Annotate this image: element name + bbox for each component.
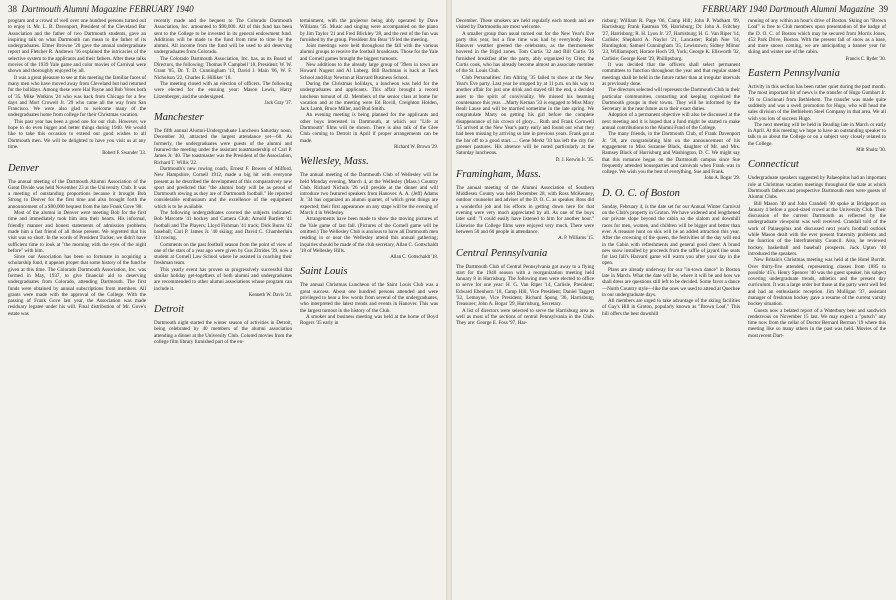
section-heading-detroit: Detroit bbox=[154, 304, 184, 316]
paragraph: The annual meeting of the Dartmouth Club of Wellesley will be held Monday evening, March 4, at the Wellesley (Mass.) Country Club. Richard Nichols '26 will preside at the dinner and will introduce two featured speakers from Hanover. A. A. (Jeff) Adams Jr. '34 has organized an alumni quartet, of which great things are expected; their first appearance on any stage will be the evening of March 4 in Wellesley. bbox=[300, 172, 438, 217]
paragraph: The directors selected will represent the Dartmouth Club in their particular communities, contacting and keeping cogenized the Dartmouth groups in their towns. They will be informed by the Secretary in the near future as to their exact duties. bbox=[602, 87, 740, 113]
paragraph: A list of directors were selected to serve the Harrisburg area as well as most of the sections of central Pennsylvania in the Club. They are: George E. Foss '97, Har- bbox=[456, 307, 594, 327]
left-column-2 bbox=[154, 18, 292, 345]
paragraph: All members are urged to take advantage of the skiing facilities of Gay's Hill in Groton, popularly known as "Brown Loaf." This hill offers the best downhill bbox=[602, 298, 740, 317]
section-heading-saint-louis: Saint Louis bbox=[300, 266, 348, 278]
section-heading-doc-boston: D. O. C. of Boston bbox=[602, 187, 680, 199]
paragraph: Sunday, February 4, is the date set for our Annual Winter Carnival on the Club's property in Groton. We have widened and lengthened our private slope beyond the cabin so the slalom and downhill races for men, women, and children will be bigger and better than ever. A treasure hunt on skis will be an added attraction this year. After the crowning of the queen, the festivities of the day will end in the Cabin with refreshments and general good cheer. A brand new snow installed by proceeds from the raffle of jayard line seats for last fall's Harvard game will warm you after your day in the open. bbox=[602, 203, 740, 267]
section-heading-wellesley: Wellesley, Mass. bbox=[300, 156, 369, 168]
paragraph: Undergraduate speakers suggested by Palaeopitus had an important role at Christmas vacation meetings throughout the state at which Dartmouth fathers and prospective Dartmouth men were guests of Alumni Clubs. bbox=[748, 175, 886, 201]
left-head-title: Dartmouth Alumni Magazine FEBRUARY 1940 bbox=[21, 4, 194, 14]
paragraph: The annual Christmas Luncheon of the Saint Louis Club was a great success. About one hundred persons attended and were privileged to hear a few words from several of the undergraduates, who interpreted the latest trends and events in Hanover. This was the largest turnout in the history of the Club. bbox=[300, 282, 438, 314]
signature: Francis C. Ryder '30. bbox=[845, 56, 886, 62]
paragraph: December. These smokers are held regularly each month and are visited by Dartmouths are most welcome. bbox=[456, 18, 594, 31]
right-head-title: FEBRUARY 1940 Dartmouth Alumni Magazine bbox=[702, 4, 875, 14]
paragraph: The many friends, in the Dartmouth Club, of Frank Davenport Jr. '38, are congratulating him on the announcement of his engagement to Miss Suzanne Black, daughter of Mr. and Mrs. Ramsey Black of Harrisburg and Washington, D. C. We might say that this romance began on the Dartmouth campus since Sue frequently attended houseparties and carnivals when Frank was in college. We wish you the best of everything, Sue and Frank. bbox=[602, 131, 740, 176]
section-heading-framingham: Framingham, Mass. bbox=[456, 168, 541, 180]
paragraph: running of any within an hour's drive of Boston. Skiing on "Brown Loaf" is free to Club members upon presentation of the badge of the D. O. C. of Boston which may be secured from Morris Jones, 452 Park Drive, Boston. With the present fall of snow as a base, and more snows coming, we are anticipating a banner year for skiing and winter use of the cabin. bbox=[748, 18, 886, 56]
left-column-3 bbox=[300, 18, 438, 326]
paragraph: During the Christmas holidays, a luncheon was held for the undergraduates and applicants. This affair brought a record luncheon turnout of 42. Members of the senior class at home for vacation and at the meeting were Ed Bovill, Creighton Holden, Jack Lamb, Bruce Miller, and Bud Smith. bbox=[300, 80, 438, 113]
paragraph: The fifth annual Alumni-Undergraduate Luncheon Saturday noon, December 30, attracted the largest attendance yet—68. As formerly, the undergraduates were guests of the alumni and featured the meeting under the assistant toastmastership of Carl P. James Jr. '40. The toastmaster was the President of the Association, Richard T. Willis '22. bbox=[154, 128, 292, 166]
right-column-1 bbox=[456, 18, 594, 326]
left-column-1 bbox=[8, 18, 146, 317]
right-page-number: 39 bbox=[879, 4, 888, 14]
signature: Jack Gray '37. bbox=[264, 100, 292, 106]
paragraph: Club Personalities: Jim Allring '35 failed to show at the New Year's Eve party. Last year he stopped by at 11 p.m. on his way to another affair for just one drink and stayed till the end, a decided asset to the spirit of conviviality. We missed his beaming countenance this year. ...Marty Kernan '33 is engaged to Miss Mary Beall Lause and will be married sometime in the late spring. We congratulate Marty on getting his girl before the complete disappearance of his crown of glory.... Ruth and Frank Cornwell '35 arrived at the New Year's party early and found out what they had been missing by arriving so late in previous years. Frank got at the bar off to a good start...... Gene Merkt '33 has left the city for greener pastures. His absence will be noted particularly at the Saturday luncheons. bbox=[456, 74, 594, 157]
signature: Allan C. Gottschaldt '18. bbox=[390, 255, 438, 261]
paragraph: It was decided that the officers shall select permanent committees to function throughout the year and that regular stated meetings shall be held in the future rather than at irregular intervals as previously done. bbox=[602, 62, 740, 87]
paragraph: The annual meeting of the Dartmouth Alumni Association of the Great Divide was held November 23 at the University Club. It was a meeting of outstanding proportions because it brought Bob Strong to Denver for the first time and also brought forth the announcement of a $90,000 bequest from the late Frank Gove '88. bbox=[8, 178, 146, 210]
paragraph: recently made and the bequest to The Colorado Dartmouth Association, Inc. amounted to $90,000. All of this fund has been sent to the College to be invested in its general endowment fund. Additions will be made to the fund from time to time by the alumni. All income from the fund will be used to aid deserving undergraduates from Colorado. bbox=[154, 18, 292, 56]
paragraph: It was a great pleasure to see at this meeting the familiar faces of many men who have moved away from Cleveland but had returned for the holidays. Among these were Hal Payne and Bob Veres both of '35. Mike Watkins '24 who was back from Chicago for a few days and Mort Crowell Jr. '29 who came all the way from San Francisco. We were also glad to welcome many of the undergraduates home from college for their Christmas vacation. bbox=[8, 74, 146, 119]
signature: John A. Bogar '29. bbox=[704, 176, 740, 182]
section-heading-manchester: Manchester bbox=[154, 112, 204, 124]
paragraph: This past year has been a good one for our club. However, we hope to do even bigger and better things during 1940. We would like to take this occasion to extend our good wishes to all Dartmouth men. We will be delighted to have you visit us at any time. bbox=[8, 118, 146, 150]
paragraph: Plans are already underway for our "in-town dance" in Boston late in March. What the date will be, where it will be and how we shall dress are questions still left to be decided. Some favor a dance—North Country style—like the ones we used to attend at Quechee in our undergraduate days. bbox=[602, 266, 740, 298]
paragraph: Dartmouth's new rowing coach, Ernest F. Bowen of Milford, New Hampshire, Cornell 1912, made a big hit with everyone present as he described the development of this comparatively new sport and predicted that "the alumni body will be as proud of Dartmouth rowing as they are of Dartmouth football." He reported considerable enthusiasm and the excellence of the equipment which is to be available. bbox=[154, 165, 292, 210]
right-column-2 bbox=[602, 18, 740, 317]
paragraph: The meeting closed with an election of officers. The following were elected for the ensuing year: Mason Lewis, Harry Litzenberger, and the undersigned. bbox=[154, 80, 292, 100]
left-page-number: 38 bbox=[8, 4, 17, 14]
paragraph: Guests now a belated report of a Waterbury beer and sandwich rendezvous on November 15 last. We may expect a "putsch" any time now from the cellar of Doctor Bernard Berman '19 where this meeting like so many others in the past was held. Movies of the most recent Dart- bbox=[748, 307, 886, 339]
paragraph: The following undergraduates covered the subjects indicated: Bob Marcotte '41 hockey and Camera Club; Arnold Bartlett '41 football and The Players; Lloyd Fishman '41 track; Dick Burns '42 baseball; Carl P. James Jr. '40 skiing; and David C. Chamberlain '43 rowing. bbox=[154, 210, 292, 242]
paragraph: This yearly event has proven so progressively successful that similar holiday get-togethers of both alumni and undergraduates are recommended to other alumni associations whose program can include it. bbox=[154, 266, 292, 292]
section-heading-eastern-pennsylvania: Eastern Pennsylvania bbox=[748, 68, 840, 80]
signature: Kenneth W. Davis '24. bbox=[248, 292, 292, 298]
paragraph: Bill Mason '40 and John Crandell '40 spoke at Bridgeport on January 4 before a good-sized crowd at the University Club. Their discussion of the current Dartmouth as reflected by the undergraduate viewpoint was well received. Crandall told of the work of Palaeopitus and discussed next year's football outlook while Mason dealt with the ever present fraternity problems and the function of the Interfraternity Council. Also, he reviewed hockey, basketball and baseball prospects. Jack Upton '40 introduced the speakers. bbox=[748, 200, 886, 257]
signature: A. P. Williams '15. bbox=[558, 236, 594, 242]
right-page bbox=[452, 0, 896, 600]
section-heading-denver: Denver bbox=[8, 162, 39, 174]
paragraph: The Colorado Dartmouth Association, Inc. has, as its Board of Directors, the following: Thomas P. Campbell '18, President; W. W. Grant '05, Dr. T. D. Cunningham '13, David J. Main '06, W. F. Nicholson '22, Charles E. Hilliker '18. bbox=[154, 55, 292, 81]
paragraph: The next meeting will be held in Reading late in March or early in April. At this meeting we hope to have an outstanding speaker to talk to us about the College or on a subject very closely related to the College. bbox=[748, 121, 886, 147]
paragraph: Joint meetings were held throughout the fall with the various alumni groups to receive the football broadcasts. Those for the Yale and Cornell games brought the biggest turnouts. bbox=[300, 43, 438, 62]
right-running-head bbox=[702, 4, 888, 14]
paragraph: Activity in this section has been rather quiet during the past month. The most important bit of news is the transfer of Hugo Gumbart Jr. '16 to Cincinnati from Bethlehem. The transfer was made quite suddenly and was a swell promotion for Hugo, who will head the sales division of the Bethlehem Steel Company in that area. We all wish you lots of success Hugo. bbox=[748, 84, 886, 122]
paragraph: Most of the alumni in Denver were meeting Bob for the first time and immediately took him into their hearts. His informal, friendly manner and honest statements of admission problems made him a fast friend of all those present. We regretted that his visit was so short. In the words of President Tucker, we didn't have sufficient time to look at "the morning with the eyes of the night before" with him. bbox=[8, 210, 146, 254]
left-page bbox=[0, 0, 446, 600]
signature: Milt Shultz '30. bbox=[856, 148, 886, 154]
paragraph: New additions to the already large group of '39ers in town are Howard Nugent and Al Loberg. Bill Bachman is back at Tuck School and Ray Newton at Harvard Business School. bbox=[300, 62, 438, 81]
signature: Robert F. Swander '33. bbox=[102, 151, 146, 157]
section-heading-central-pennsylvania: Central Pennsylvania bbox=[456, 247, 548, 259]
paragraph: Comments on the past football season from the point of view of one of the stars of a year ago were given by Gus Zitrides '39, now a student at Cornell Law School where he assisted in coaching their freshman team. bbox=[154, 241, 292, 267]
right-column-3 bbox=[748, 18, 886, 339]
paragraph: risburg; William R. Page '06, Camp Hill; John P. Wadham '09, Harrisburg; Frank Eastman '06, Harrisburg; Dr. John A. Fritchey '27, Harrisburg; R. H. Lyon Jr. '27, Harrisburg; H. G. Van Riper '14, Carlisle; Shephard A. Naylor '21, Lancaster; Ralph Noe '14, Huntingdon; Samuel Cunningham '35, Lewistown; Sidney Milnor '23, Williamsport; Horace Hoch '29, York; George K. Ellsworth '32, Carlisle; George Kent '39, Phillipsburg. bbox=[602, 18, 740, 62]
signature: D. J. Kerwin Jr. '35. bbox=[555, 157, 594, 163]
paragraph: Dartmouth night started the winter season of activities in Detroit, being celebrated by 40 members of the alumni association attending a dinner at the University Club. Colored movies from the college film library furnished part of the en- bbox=[154, 320, 292, 346]
paragraph: Since our Association has been so fortunate in acquiring a scholarship fund, it appears proper that some history of the fund be given at this time. The Colorado Dartmouth Association, Inc. was formed in May, 1937, to give financial aid to deserving undergraduates from Colorado, attending Dartmouth. The first funds were obtained by annual subscriptions from members. All grants were made with the approval of the College. With the passing of Frank Gove last year, the Association was made residuary legatee under his will. Final distribution of Mr. Gove's estate was bbox=[8, 254, 146, 317]
paragraph: An evening meeting is being planned for the applicants and other boys interested in Dartmouth, at which our "Life at Dartmouth" films will be shown. There is also talk of the Glee Club coming to Detroit in April if proper arrangements can be made. bbox=[300, 112, 438, 144]
section-heading-connecticut: Connecticut bbox=[748, 159, 799, 171]
signature: Richard W. Brown '29. bbox=[394, 144, 438, 150]
paragraph: The annual meeting of the Alumni Association of Southern Middlesex County was held December 28, with Ross McKenney, outdoor counselor and adviser of the D. O. C. as speaker. Ross did a wonderful job and his efforts in getting down here for that evening were very much appreciated by all. As one of the boys later said: "I could easily have listened to him for another hour." Likewise the College films were enjoyed very much. There were between 50 and 60 people in attendance. bbox=[456, 184, 594, 235]
paragraph: program and a crowd of well over one hundred persons turned out to enjoy it. Mr. L. B. Davenport, President of the Cleveland Bar Association and the father of two Dartmouth students, gave an inspiring talk on what Dartmouth can mean to the father of its undergraduates. Elmer Browne '20 gave the annual undergraduate report and Fletcher R. Andrews '16 explained the intricacies of the selective system to the applicants and their fathers. After these talks movies of the 1939 Yale game and color movies of Carnival were shown and thoroughly enjoyed by all. bbox=[8, 18, 146, 75]
paragraph: Adoption of a permanent objective will also be discussed at the next meeting and it is hoped that a fund might be started to make annual contributions to the Alumni Fund of the College. bbox=[602, 112, 740, 132]
paragraph: Arrangements have been made to show the moving pictures of the Yale game of last fall. (Pictures of the Cornell game will be omitted.) The Wellesley Club is anxious to have all Dartmouth men residing in or near the Wellesley attend this annual gathering; inquiries should be made of the club secretary, Allan C. Gottschaldt '18 of Wellesley Hills. bbox=[300, 216, 438, 254]
paragraph: tertainment, with the projector being ably operated by Dave Williams '35. Music and singing were accompanied on the piano by Jim Taylor '21 and Fred Blickley '28, and the rest of the fun was furnished by the group. President Jim Bear '19 led the meeting. bbox=[300, 18, 438, 43]
paragraph: New Britain's Christmas meeting was held at the Hotel Burritt. Over thirty-five attended, representing classes from 1885 to possible '45's. Henry Spencer '40 was the guest speaker, his subject covering undergraduate trends, athletics and the present day curriculum. It was a large order but those at the party went well fed and had an enthusiastic reception. Jim Mulligan '37, assistant manager of freshman hockey gave a resume of the current varsity hockey situation. bbox=[748, 257, 886, 308]
paragraph: The Dartmouth Club of Central Pennsylvania got away to a flying start for the 1940 season with a reorganization meeting held January 8 in Harrisburg. The following men were elected to office to serve for one year: H. G. Van Riper '14, Carlisle, President; Edward Ebenhorn '18, Camp Hill, Vice President; Daniel Taggert '32, Lemoyne, Vice President; Richard Spong '36, Harrisburg, Treasurer; John A. Bogar '29, Harrisburg, Secretary. bbox=[456, 263, 594, 308]
paragraph: A smoker and business meeting was held at the home of Boyd Rogers '35 early in bbox=[300, 313, 438, 327]
left-running-head bbox=[8, 4, 194, 14]
paragraph: A smaller group than usual turned out for the New Year's Eve party this year, but a fine time was had by everybody. Real Hanover weather greeted the celebrants, as the thermometer hovered in the frigid zones. Tom Curtis '32 and Bill Curtis '36 furnished breakfast after the party, ably organized by Clint; the Curtis cook, who has already become almost an associate member of the St. Louis Club. bbox=[456, 30, 594, 75]
